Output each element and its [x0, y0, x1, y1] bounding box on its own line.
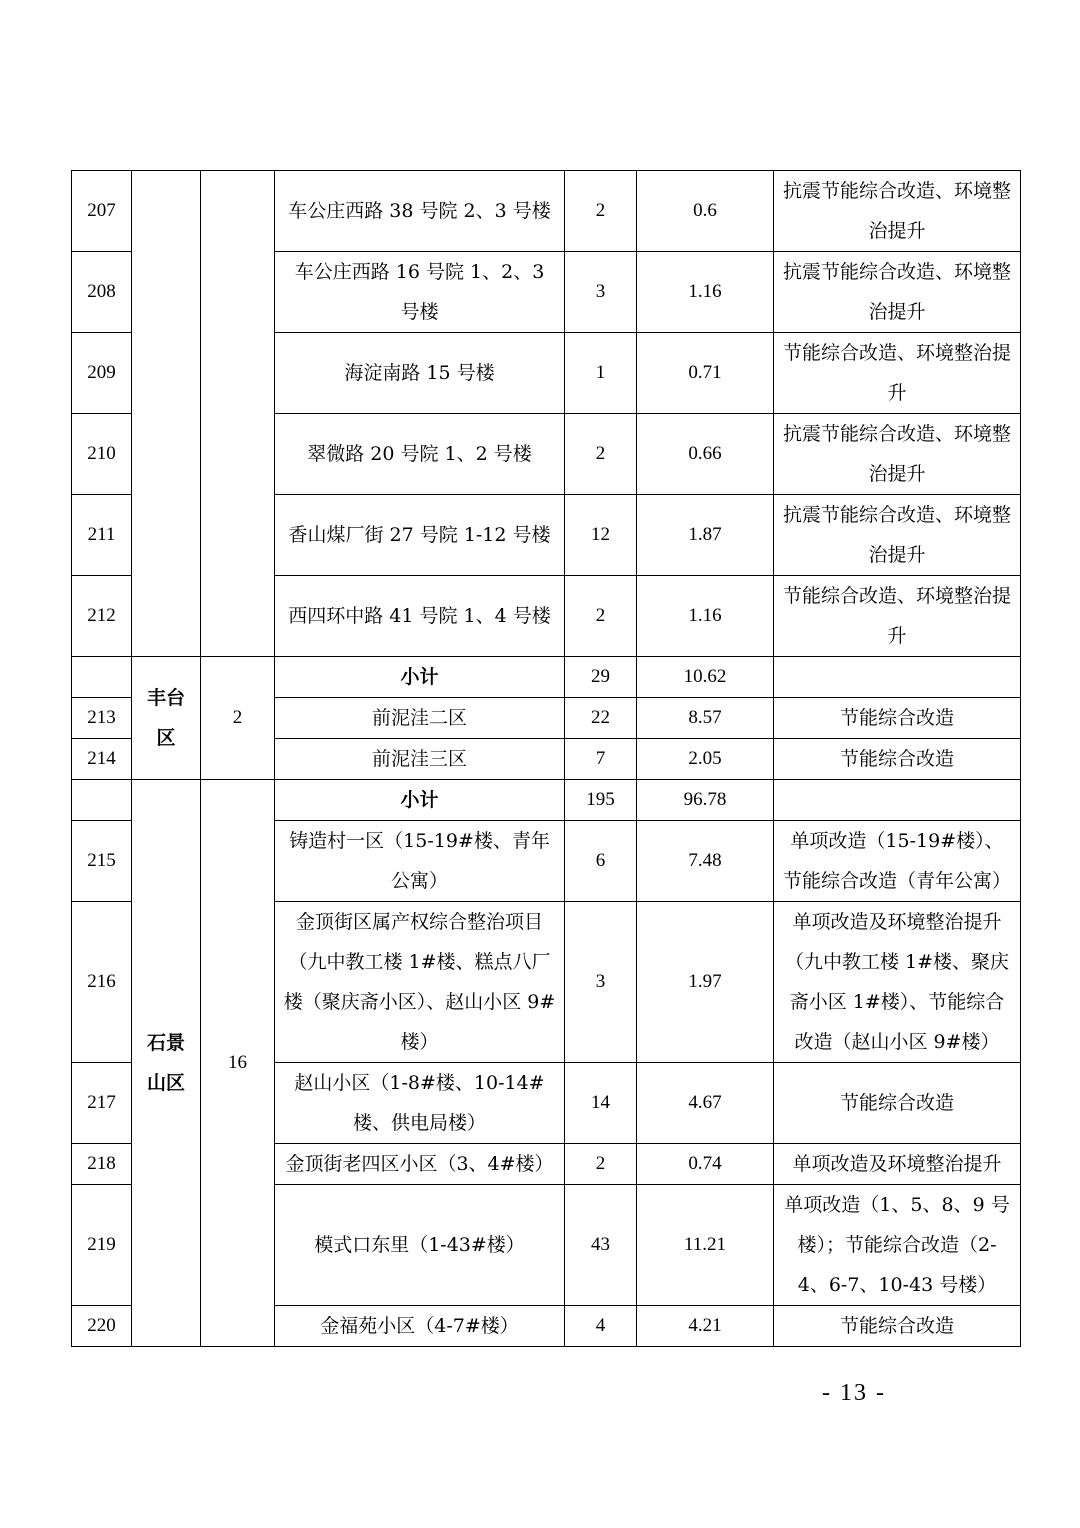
building-count: 3 [565, 252, 637, 333]
project-name: 翠微路 20 号院 1、2 号楼 [275, 414, 565, 495]
building-count: 7 [565, 739, 637, 780]
area-value: 0.71 [637, 333, 774, 414]
district-name: 丰台区 [132, 657, 201, 780]
building-count: 1 [565, 333, 637, 414]
district-total-cell [201, 171, 275, 657]
building-count: 4 [565, 1306, 637, 1347]
row-number: 215 [72, 821, 132, 902]
renovation-type: 节能综合改造 [774, 698, 1021, 739]
area-value: 0.6 [637, 171, 774, 252]
district-name: 石景山区 [132, 780, 201, 1347]
area-value: 2.05 [637, 739, 774, 780]
building-count: 2 [565, 414, 637, 495]
row-number: 210 [72, 414, 132, 495]
row-number: 209 [72, 333, 132, 414]
renovation-type: 单项改造（1、5、8、9 号楼）；节能综合改造（2-4、6-7、10-43 号楼） [774, 1185, 1021, 1306]
district-total: 2 [201, 657, 275, 780]
project-name: 金顶街区属产权综合整治项目（九中教工楼 1#楼、糕点八厂楼（聚庆斋小区）、赵山小区 9#楼） [275, 902, 565, 1063]
building-count: 2 [565, 576, 637, 657]
building-count: 22 [565, 698, 637, 739]
renovation-type: 单项改造及环境整治提升（九中教工楼 1#楼、聚庆斋小区 1#楼）、节能综合改造（赵山小区 9#楼） [774, 902, 1021, 1063]
renovation-type: 抗震节能综合改造、环境整治提升 [774, 252, 1021, 333]
project-table [71, 170, 1021, 1347]
renovation-type: 抗震节能综合改造、环境整治提升 [774, 414, 1021, 495]
row-number: 216 [72, 902, 132, 1063]
building-count: 2 [565, 171, 637, 252]
renovation-type: 抗震节能综合改造、环境整治提升 [774, 171, 1021, 252]
area-value: 7.48 [637, 821, 774, 902]
project-name: 金福苑小区（4-7#楼） [275, 1306, 565, 1347]
building-count: 43 [565, 1185, 637, 1306]
row-number: 219 [72, 1185, 132, 1306]
renovation-type [774, 657, 1021, 698]
project-name: 车公庄西路 16 号院 1、2、3 号楼 [275, 252, 565, 333]
row-number: 217 [72, 1063, 132, 1144]
project-name: 西四环中路 41 号院 1、4 号楼 [275, 576, 565, 657]
project-name: 香山煤厂街 27 号院 1-12 号楼 [275, 495, 565, 576]
area-value: 4.67 [637, 1063, 774, 1144]
row-number [72, 780, 132, 821]
subtotal-count: 29 [565, 657, 637, 698]
district-total: 16 [201, 780, 275, 1347]
project-name: 金顶街老四区小区（3、4#楼） [275, 1144, 565, 1185]
row-number: 218 [72, 1144, 132, 1185]
subtotal-label: 小计 [275, 780, 565, 821]
area-value: 0.74 [637, 1144, 774, 1185]
subtotal-row [72, 780, 1021, 821]
renovation-type: 节能综合改造 [774, 1063, 1021, 1144]
renovation-type: 单项改造及环境整治提升 [774, 1144, 1021, 1185]
area-value: 8.57 [637, 698, 774, 739]
building-count: 6 [565, 821, 637, 902]
row-number: 214 [72, 739, 132, 780]
area-value: 4.21 [637, 1306, 774, 1347]
row-number: 220 [72, 1306, 132, 1347]
project-name: 海淀南路 15 号楼 [275, 333, 565, 414]
building-count: 12 [565, 495, 637, 576]
row-number [72, 657, 132, 698]
project-name: 前泥洼三区 [275, 739, 565, 780]
row-number: 211 [72, 495, 132, 576]
subtotal-row [72, 657, 1021, 698]
project-name: 模式口东里（1-43#楼） [275, 1185, 565, 1306]
row-number: 213 [72, 698, 132, 739]
subtotal-count: 195 [565, 780, 637, 821]
building-count: 2 [565, 1144, 637, 1185]
building-count: 14 [565, 1063, 637, 1144]
row-number: 212 [72, 576, 132, 657]
table-row [72, 171, 1021, 252]
subtotal-label: 小计 [275, 657, 565, 698]
renovation-type [774, 780, 1021, 821]
area-value: 11.21 [637, 1185, 774, 1306]
subtotal-area: 96.78 [637, 780, 774, 821]
renovation-type: 节能综合改造、环境整治提升 [774, 576, 1021, 657]
project-name: 赵山小区（1-8#楼、10-14#楼、供电局楼） [275, 1063, 565, 1144]
building-count: 3 [565, 902, 637, 1063]
renovation-type: 单项改造（15-19#楼）、节能综合改造（青年公寓） [774, 821, 1021, 902]
row-number: 208 [72, 252, 132, 333]
project-name: 车公庄西路 38 号院 2、3 号楼 [275, 171, 565, 252]
project-name: 前泥洼二区 [275, 698, 565, 739]
row-number: 207 [72, 171, 132, 252]
area-value: 1.87 [637, 495, 774, 576]
renovation-type: 节能综合改造 [774, 1306, 1021, 1347]
page-number: - 13 - [822, 1380, 886, 1406]
area-value: 1.97 [637, 902, 774, 1063]
subtotal-area: 10.62 [637, 657, 774, 698]
renovation-type: 节能综合改造、环境整治提升 [774, 333, 1021, 414]
renovation-type: 节能综合改造 [774, 739, 1021, 780]
project-name: 铸造村一区（15-19#楼、青年公寓） [275, 821, 565, 902]
area-value: 1.16 [637, 252, 774, 333]
area-value: 0.66 [637, 414, 774, 495]
area-value: 1.16 [637, 576, 774, 657]
district-cell [132, 171, 201, 657]
renovation-type: 抗震节能综合改造、环境整治提升 [774, 495, 1021, 576]
